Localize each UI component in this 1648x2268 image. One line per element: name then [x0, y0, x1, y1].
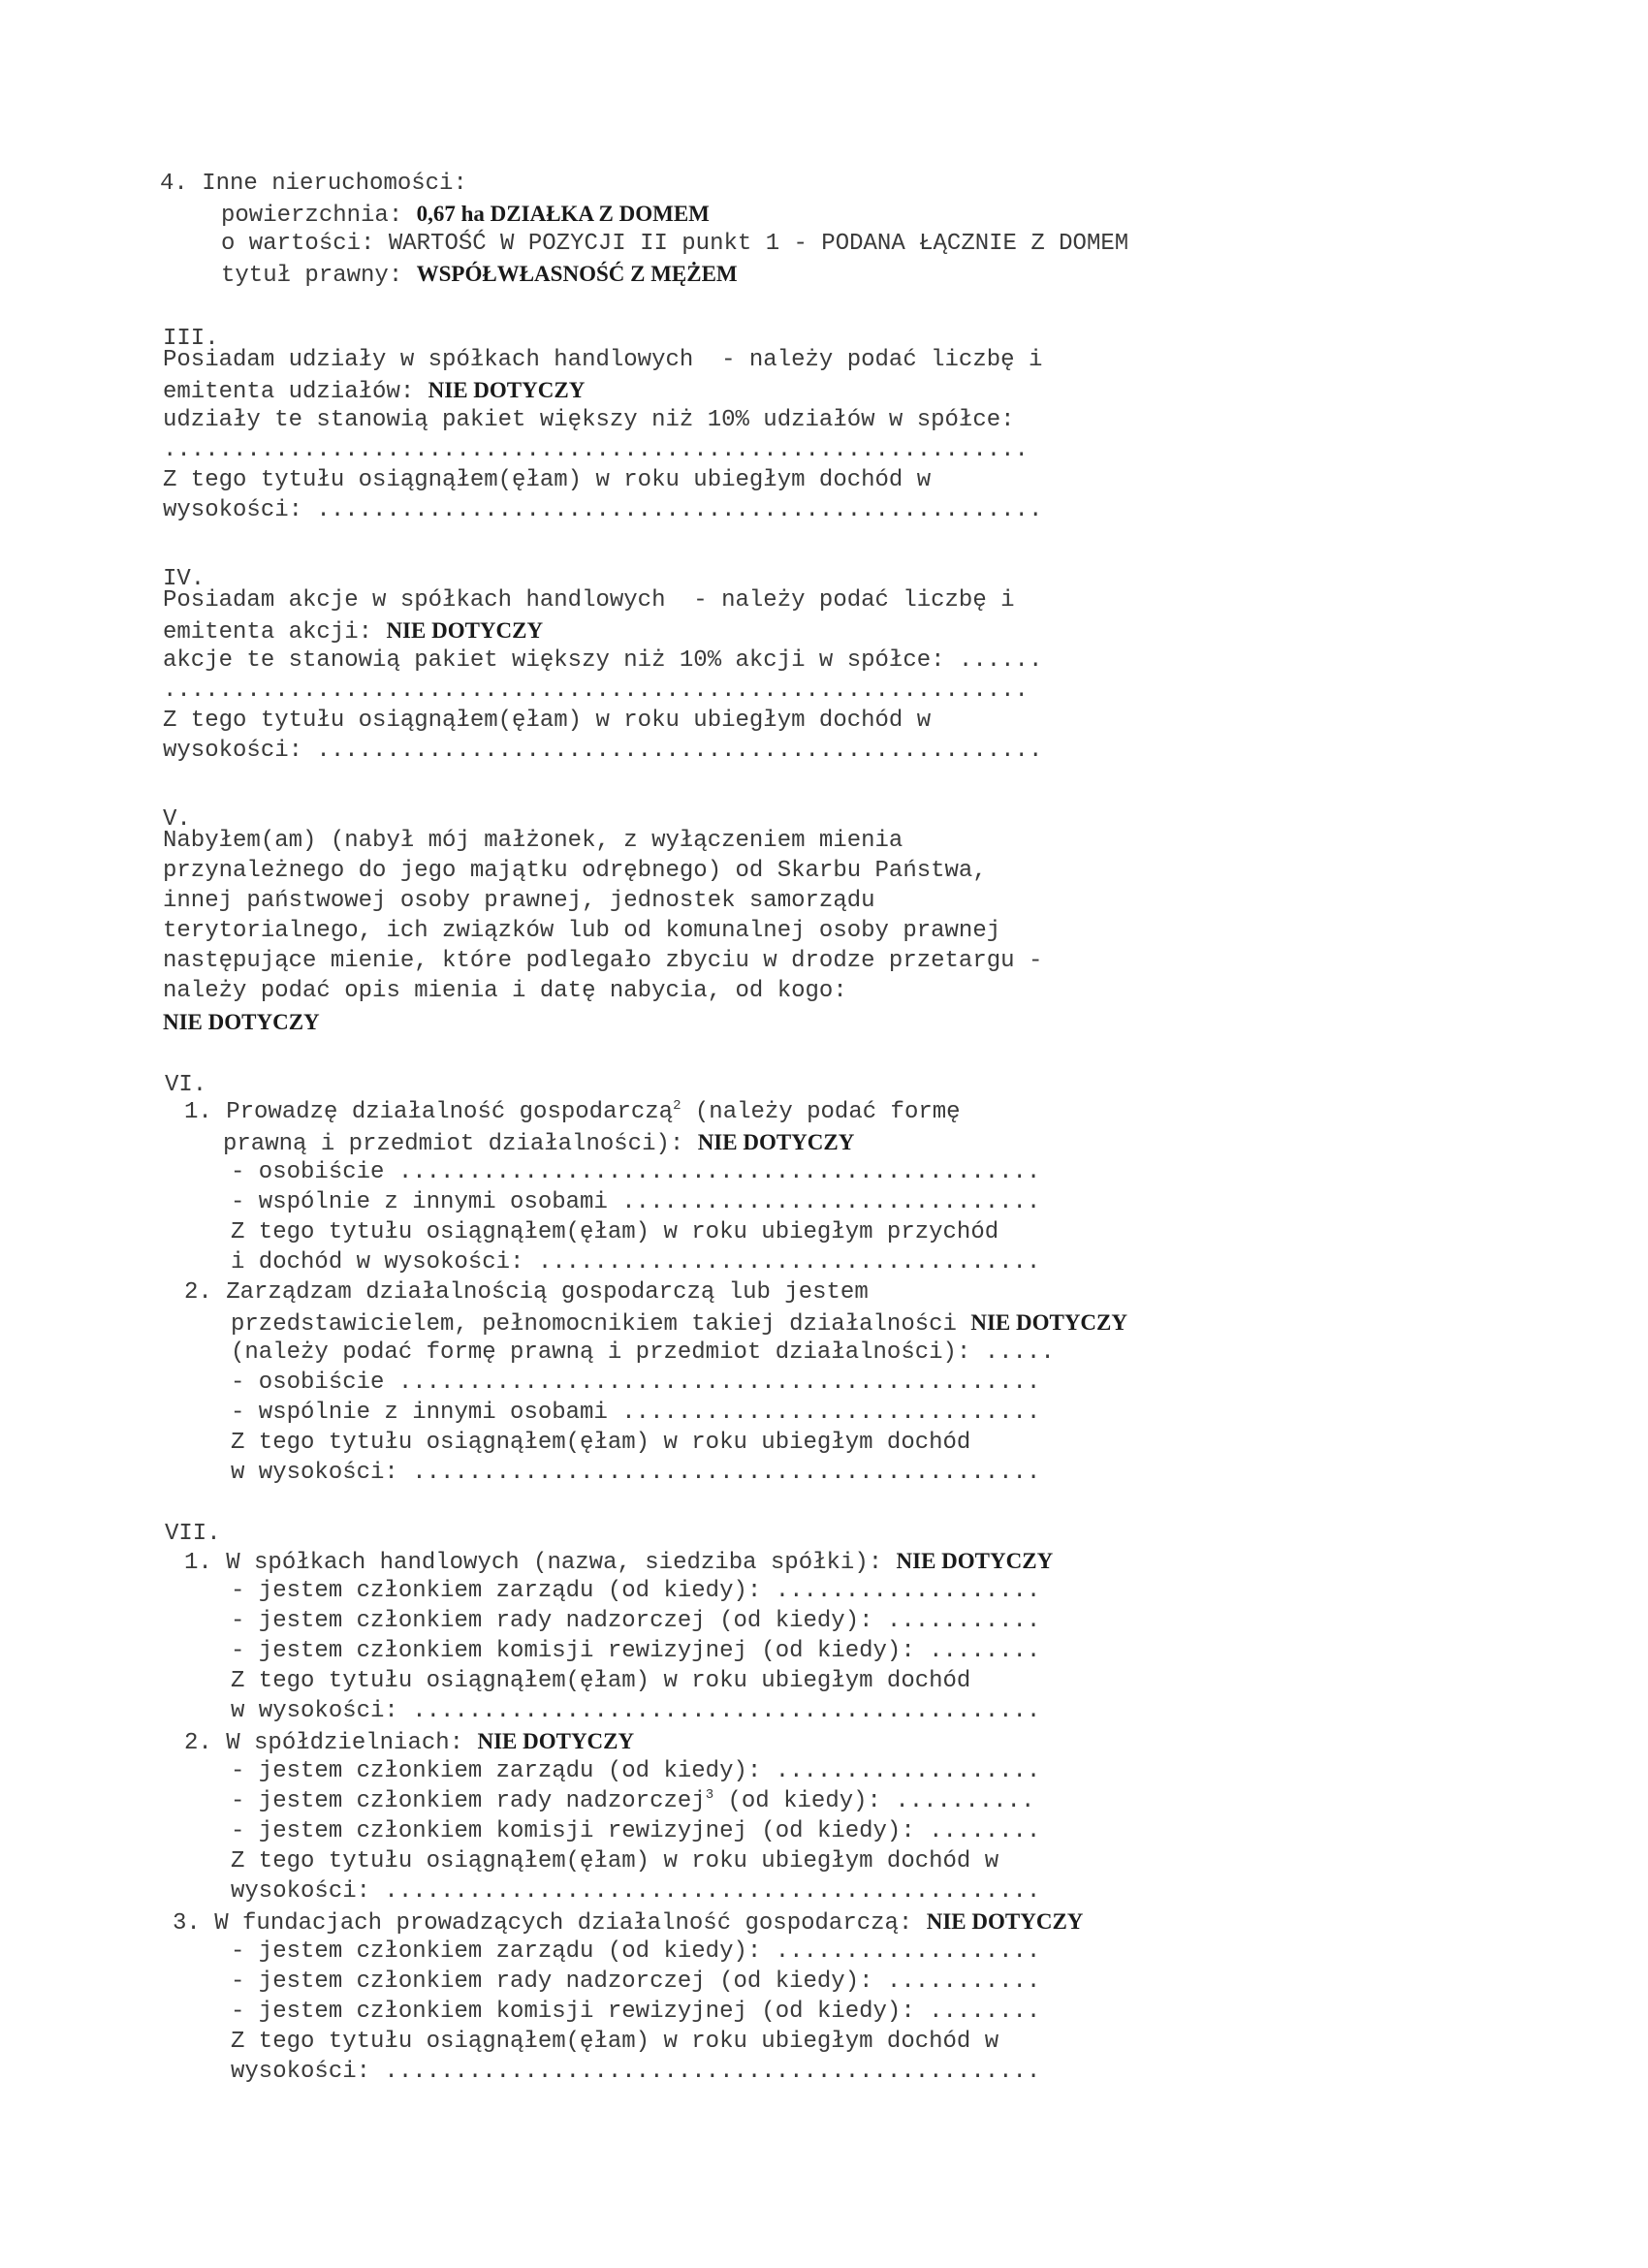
list-item: 1. Prowadzę działalność gospodarczą$^2$ (należy podać formę — [184, 1098, 961, 1125]
text-line: wysokości: ............................................... — [231, 1878, 1041, 1905]
text-line: w wysokości: ............................................. — [231, 1698, 1041, 1724]
text-line: Z tego tytułu osiągnąłem(ęłam) w roku ubiegłym dochód — [231, 1430, 971, 1456]
section-numeral: IV. — [163, 566, 206, 592]
text-line: Z tego tytułu osiągnąłem(ęłam) w roku ubiegłym dochód w — [231, 2029, 999, 2055]
title-value: WSPÓŁWŁASNOŚĆ Z MĘŻEM — [416, 262, 738, 286]
answer-value: NIE DOTYCZY — [163, 1010, 320, 1034]
answer-value: NIE DOTYCZY — [697, 1130, 855, 1154]
text-line: i dochód w wysokości: .................................... — [231, 1249, 1041, 1276]
text-line: Z tego tytułu osiągnąłem(ęłam) w roku ubiegłym dochód w — [163, 467, 932, 493]
footnote-marker: 2 — [673, 1098, 681, 1114]
text-line: (należy podać formę prawną i przedmiot działalności): ..... — [231, 1339, 1055, 1366]
value-value: WARTOŚĆ W POZYCJI II punkt 1 - PODANA ŁĄCZNIE Z DOMEM — [388, 231, 1129, 257]
text-line: Posiadam akcje w spółkach handlowych - należy podać liczbę i — [163, 587, 1015, 614]
section-4-header: 4. Inne nieruchomości: — [160, 171, 467, 197]
text-line: wysokości: ............................................... — [231, 2059, 1041, 2085]
dotted-line: .............................................................. — [163, 677, 1029, 704]
text-line: - jestem członkiem rady nadzorczej (od kiedy): ........... — [231, 1969, 1041, 1995]
text-line: udziały te stanowią pakiet większy niż 10% udziałów w spółce: — [163, 407, 1015, 433]
text-line: Nabyłem(am) (nabył mój małżonek, z wyłączeniem mienia — [163, 828, 903, 854]
text-line: w wysokości: ............................................. — [231, 1460, 1041, 1486]
answer-value: NIE DOTYCZY — [926, 1909, 1084, 1934]
answer-value: NIE DOTYCZY — [477, 1729, 635, 1753]
text-line: przynależnego do jego majątku odrębnego) od Skarbu Państwa, — [163, 858, 987, 884]
answer-value: NIE DOTYCZY — [896, 1549, 1054, 1573]
answer-value: NIE DOTYCZY — [386, 618, 544, 643]
answer-value: NIE DOTYCZY — [970, 1310, 1127, 1335]
dotted-line: .............................................................. — [163, 437, 1029, 463]
section-numeral: V. — [163, 806, 191, 833]
text-line: - osobiście .............................................. — [231, 1370, 1041, 1396]
text-line: Posiadam udziały w spółkach handlowych - należy podać liczbę i — [163, 347, 1043, 373]
text-line: - jestem członkiem komisji rewizyjnej (od kiedy): ........ — [231, 1999, 1041, 2025]
section-numeral: III. — [163, 326, 219, 352]
section-numeral: VII. — [165, 1521, 221, 1547]
title-line: tytuł prawny: WSPÓŁWŁASNOŚĆ Z MĘŻEM — [221, 262, 738, 289]
text-line: przedstawicielem, pełnomocnikiem takiej działalności NIE DOTYCZY — [231, 1310, 1127, 1338]
text-line: - jestem członkiem zarządu (od kiedy): ................... — [231, 1758, 1041, 1784]
text-line: - osobiście .............................................. — [231, 1159, 1041, 1185]
text-line: - jestem członkiem komisji rewizyjnej (od kiedy): ........ — [231, 1818, 1041, 1844]
area-value: 0,67 ha DZIAŁKA Z DOMEM — [416, 202, 710, 226]
text-line: wysokości: .................................................... — [163, 738, 1043, 764]
value-line: o wartości: WARTOŚĆ W POZYCJI II punkt 1 - PODANA ŁĄCZNIE Z DOMEM — [221, 231, 1129, 257]
text-line: - wspólnie z innymi osobami .............................. — [231, 1400, 1041, 1426]
list-item: 3. W fundacjach prowadzących działalność gospodarczą: NIE DOTYCZY — [173, 1909, 1084, 1937]
text-line: emitenta udziałów: NIE DOTYCZY — [163, 378, 586, 405]
list-item: 1. W spółkach handlowych (nazwa, siedziba spółki): NIE DOTYCZY — [184, 1549, 1054, 1576]
text-line: Z tego tytułu osiągnąłem(ęłam) w roku ubiegłym dochód w — [231, 1848, 999, 1874]
text-line: innej państwowej osoby prawnej, jednostek samorządu — [163, 888, 875, 914]
text-line: akcje te stanowią pakiet większy niż 10% akcji w spółce: ...... — [163, 647, 1043, 674]
text-line: Z tego tytułu osiągnąłem(ęłam) w roku ubiegłym dochód w — [163, 708, 932, 734]
text-line: terytorialnego, ich związków lub od komunalnej osoby prawnej — [163, 918, 1001, 944]
text-line: - jestem członkiem komisji rewizyjnej (od kiedy): ........ — [231, 1638, 1041, 1664]
list-item: 2. Zarządzam działalnością gospodarczą lub jestem — [184, 1279, 869, 1306]
text-line: Z tego tytułu osiągnąłem(ęłam) w roku ubiegłym dochód — [231, 1668, 971, 1694]
text-line: - wspólnie z innymi osobami .............................. — [231, 1189, 1041, 1215]
footnote-marker: 3 — [705, 1787, 714, 1803]
text-line: Z tego tytułu osiągnąłem(ęłam) w roku ubiegłym przychód — [231, 1219, 999, 1245]
area-line: powierzchnia: 0,67 ha DZIAŁKA Z DOMEM — [221, 202, 710, 229]
text-line: emitenta akcji: NIE DOTYCZY — [163, 618, 544, 646]
text-line: - jestem członkiem zarządu (od kiedy): ................... — [231, 1578, 1041, 1604]
text-line: - jestem członkiem zarządu (od kiedy): ................... — [231, 1938, 1041, 1965]
text-line: należy podać opis mienia i datę nabycia, od kogo: — [163, 978, 847, 1004]
section-numeral: VI. — [165, 1072, 207, 1098]
text-line: następujące mienie, które podlegało zbyciu w drodze przetargu - — [163, 948, 1043, 974]
text-line: wysokości: .................................................... — [163, 497, 1043, 523]
text-line: - jestem członkiem rady nadzorczej$^3$ (od kiedy): .......... — [231, 1787, 1035, 1814]
list-item: 2. W spółdzielniach: NIE DOTYCZY — [184, 1729, 635, 1756]
answer-value: NIE DOTYCZY — [428, 378, 586, 402]
text-line: - jestem członkiem rady nadzorczej (od kiedy): ........... — [231, 1608, 1041, 1634]
text-line: prawną i przedmiot działalności): NIE DOTYCZY — [223, 1130, 855, 1157]
